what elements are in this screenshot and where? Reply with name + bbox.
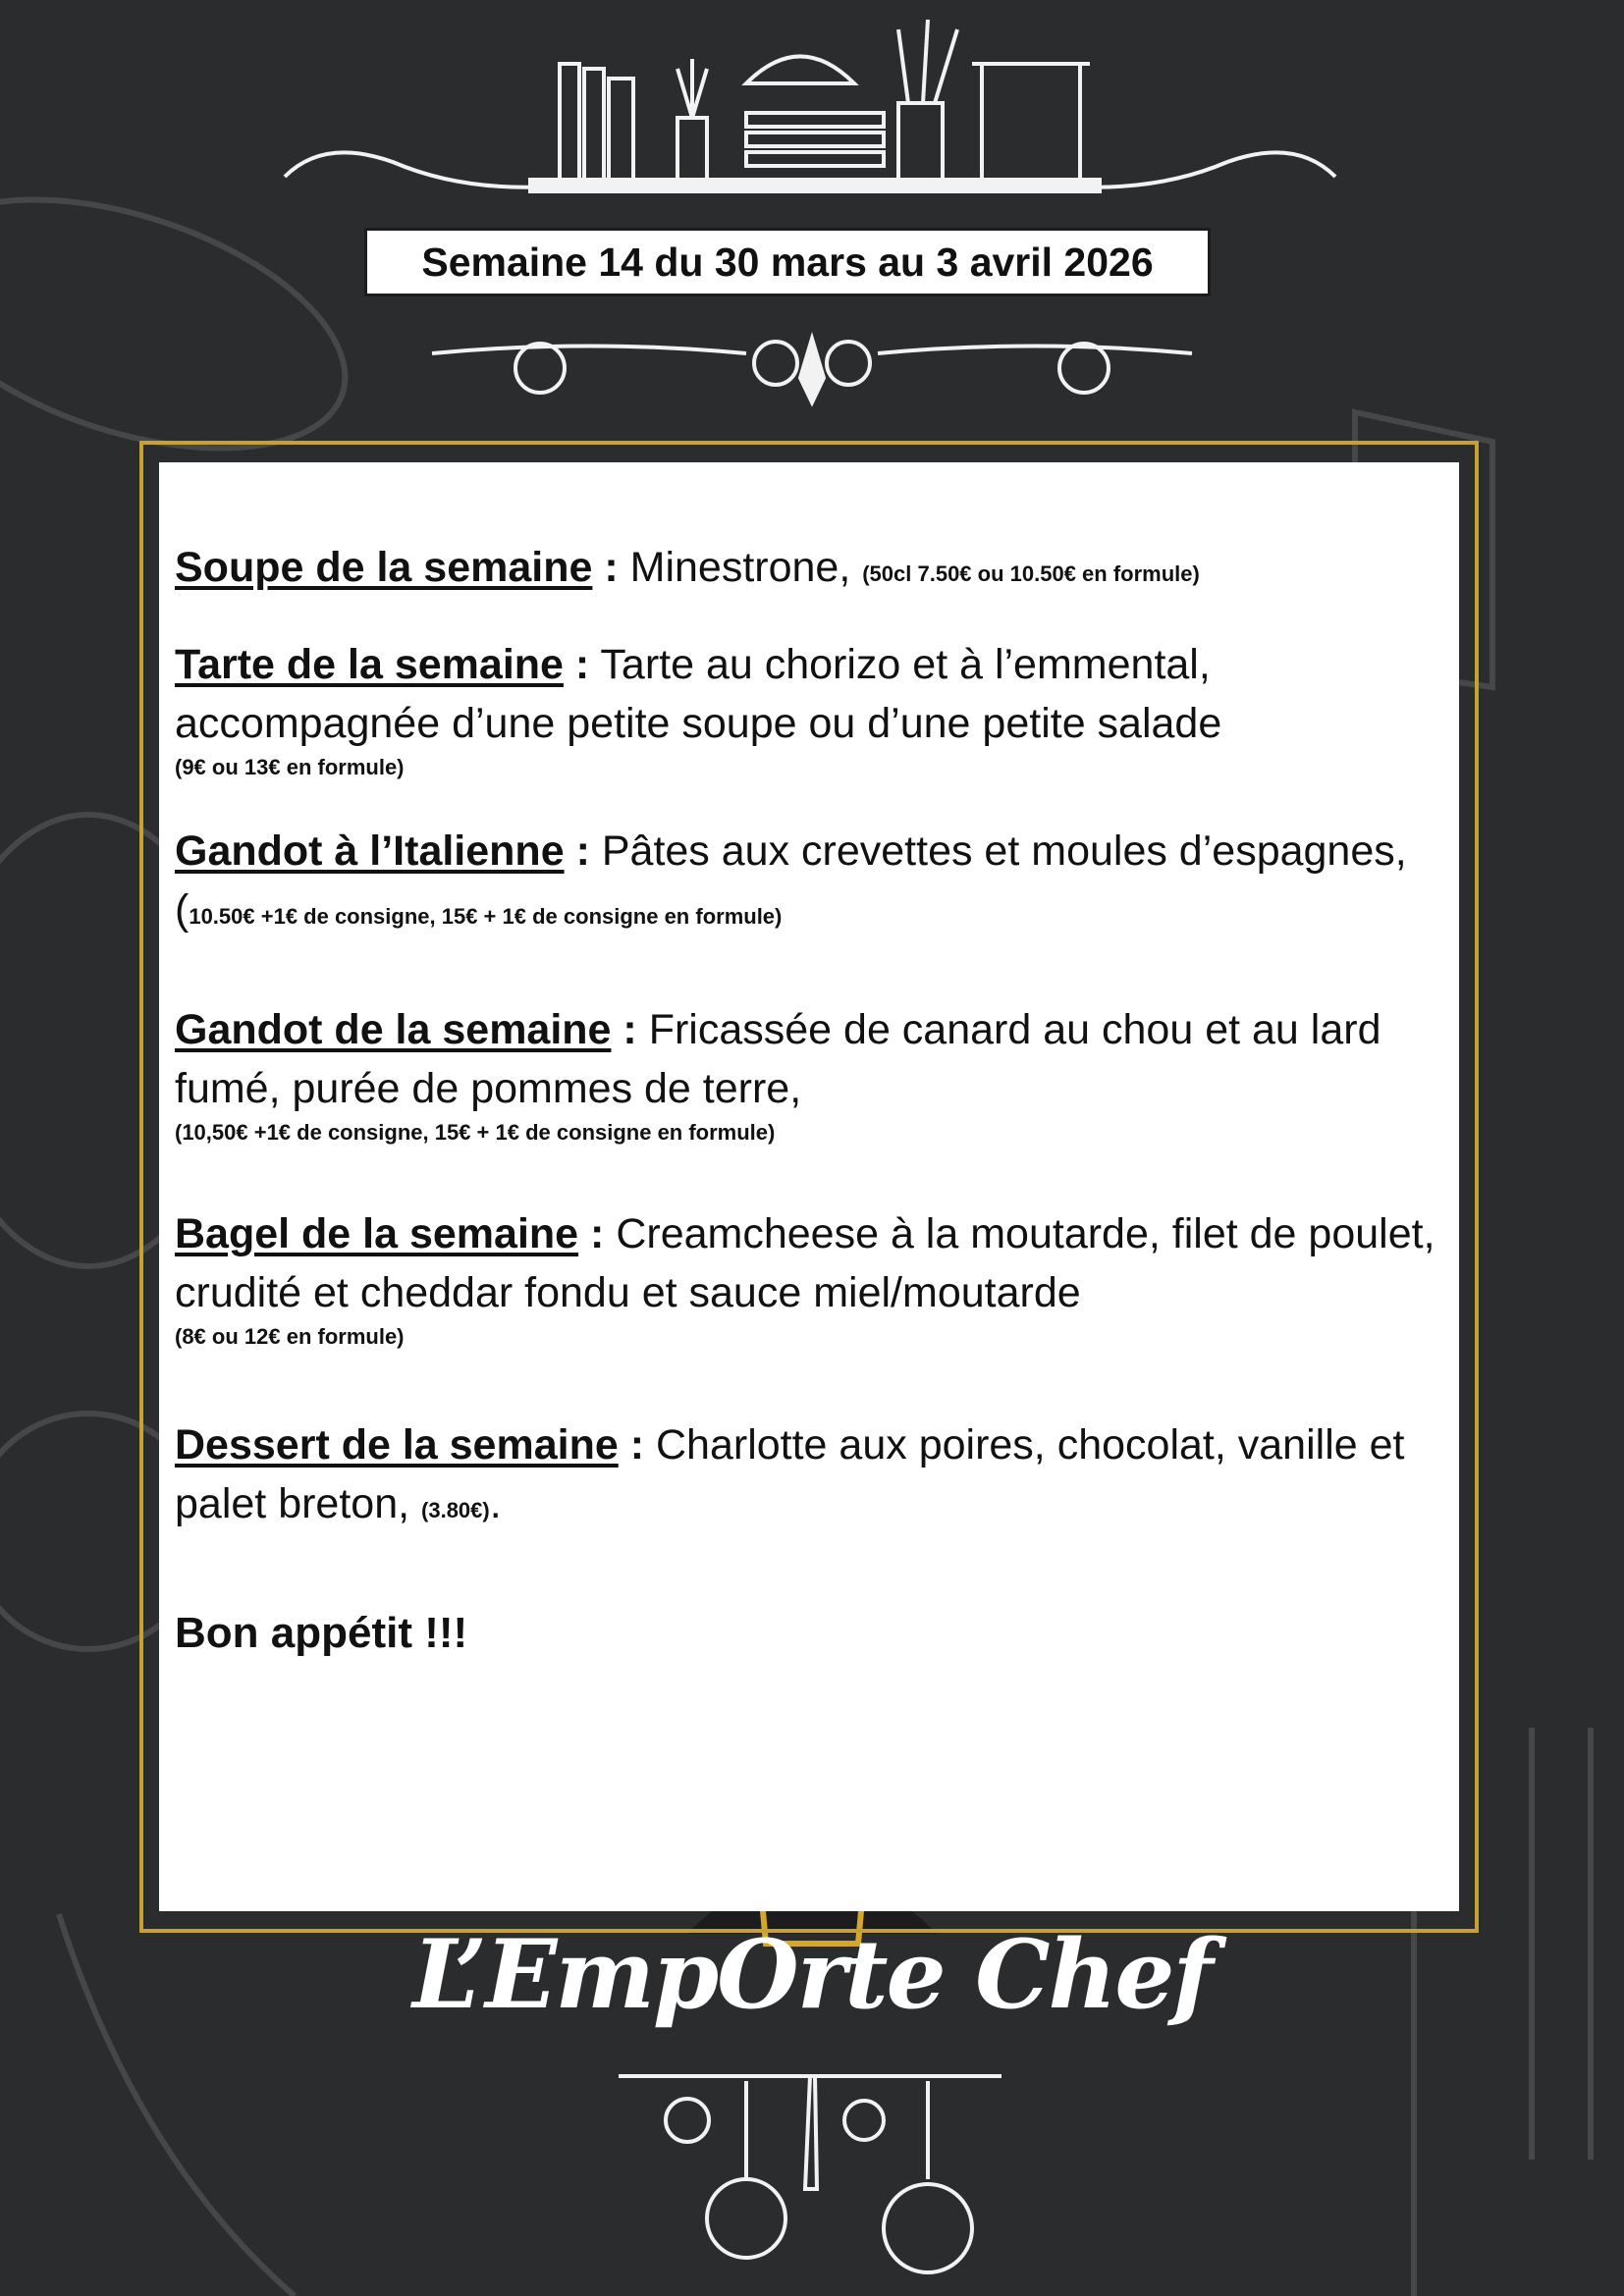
menu-item-label: Dessert de la semaine [175, 1421, 619, 1468]
menu-item-colon: : [563, 641, 590, 688]
menu-item-colon: : [592, 544, 619, 591]
menu-item-gandot-italienne [175, 822, 1451, 946]
menu-item-bagel [175, 1204, 1451, 1352]
menu-item-description: Charlotte aux poires, chocolat, vanille et palet breton, [175, 1421, 1405, 1527]
menu-item-label: Soupe de la semaine [175, 544, 593, 591]
menu-item-price: (50cl 7.50€ ou 10.50€ en formule) [862, 561, 1200, 586]
menu-item-price: (10,50€ +1€ de consigne, 15€ + 1€ de consigne en formule) [175, 1120, 776, 1145]
menu-item-label: Gandot à l’Italienne [175, 828, 565, 875]
menu-item-suffix: . [489, 1480, 502, 1527]
menu-item-gandot-semaine [175, 1000, 1451, 1148]
menu-item-label: Tarte de la semaine [175, 641, 564, 688]
menu-item-soupe [175, 538, 1451, 604]
menu-item-description: Pâtes aux crevettes et moules d’espagnes, ( [175, 828, 1407, 934]
menu-item-colon: : [618, 1421, 645, 1468]
menu-item-dessert [175, 1415, 1451, 1540]
menu-item-tarte [175, 635, 1451, 782]
menu-item-colon: : [611, 1006, 637, 1053]
menu-item-description: Creamcheese à la moutarde, filet de poulet, crudité et cheddar fondu et sauce miel/moutarde [175, 1210, 1435, 1316]
menu-item-label: Bagel de la semaine [175, 1210, 579, 1257]
menu-item-description: Minestrone, [618, 544, 863, 591]
menu-item-label: Gandot de la semaine [175, 1006, 612, 1053]
week-title-text: Semaine 14 du 30 mars au 3 avril 2026 [421, 239, 1154, 285]
menu-item-price: (3.80€) [421, 1498, 490, 1522]
menu-item-price: (8€ ou 12€ en formule) [175, 1324, 405, 1349]
menu-item-description: Fricassée de canard au chou et au lard fumé, purée de pommes de terre, [175, 1006, 1381, 1112]
menu-item-colon: : [578, 1210, 605, 1257]
week-title [364, 228, 1211, 296]
menu-list [175, 538, 1451, 1658]
menu-item-description: Tarte au chorizo et à l’emmental, accompagnée d’une petite soupe ou d’une petite salade [175, 641, 1222, 747]
brand-logo-text: L’EmpOrte Chef [412, 1919, 1212, 2030]
closing-message: Bon appétit !!! [175, 1609, 468, 1657]
menu-item-price: 10.50€ +1€ de consigne, 15€ + 1€ de consigne en formule) [189, 904, 783, 929]
menu-item-colon: : [564, 828, 590, 875]
menu-item-price: (9€ ou 13€ en formule) [175, 755, 405, 779]
